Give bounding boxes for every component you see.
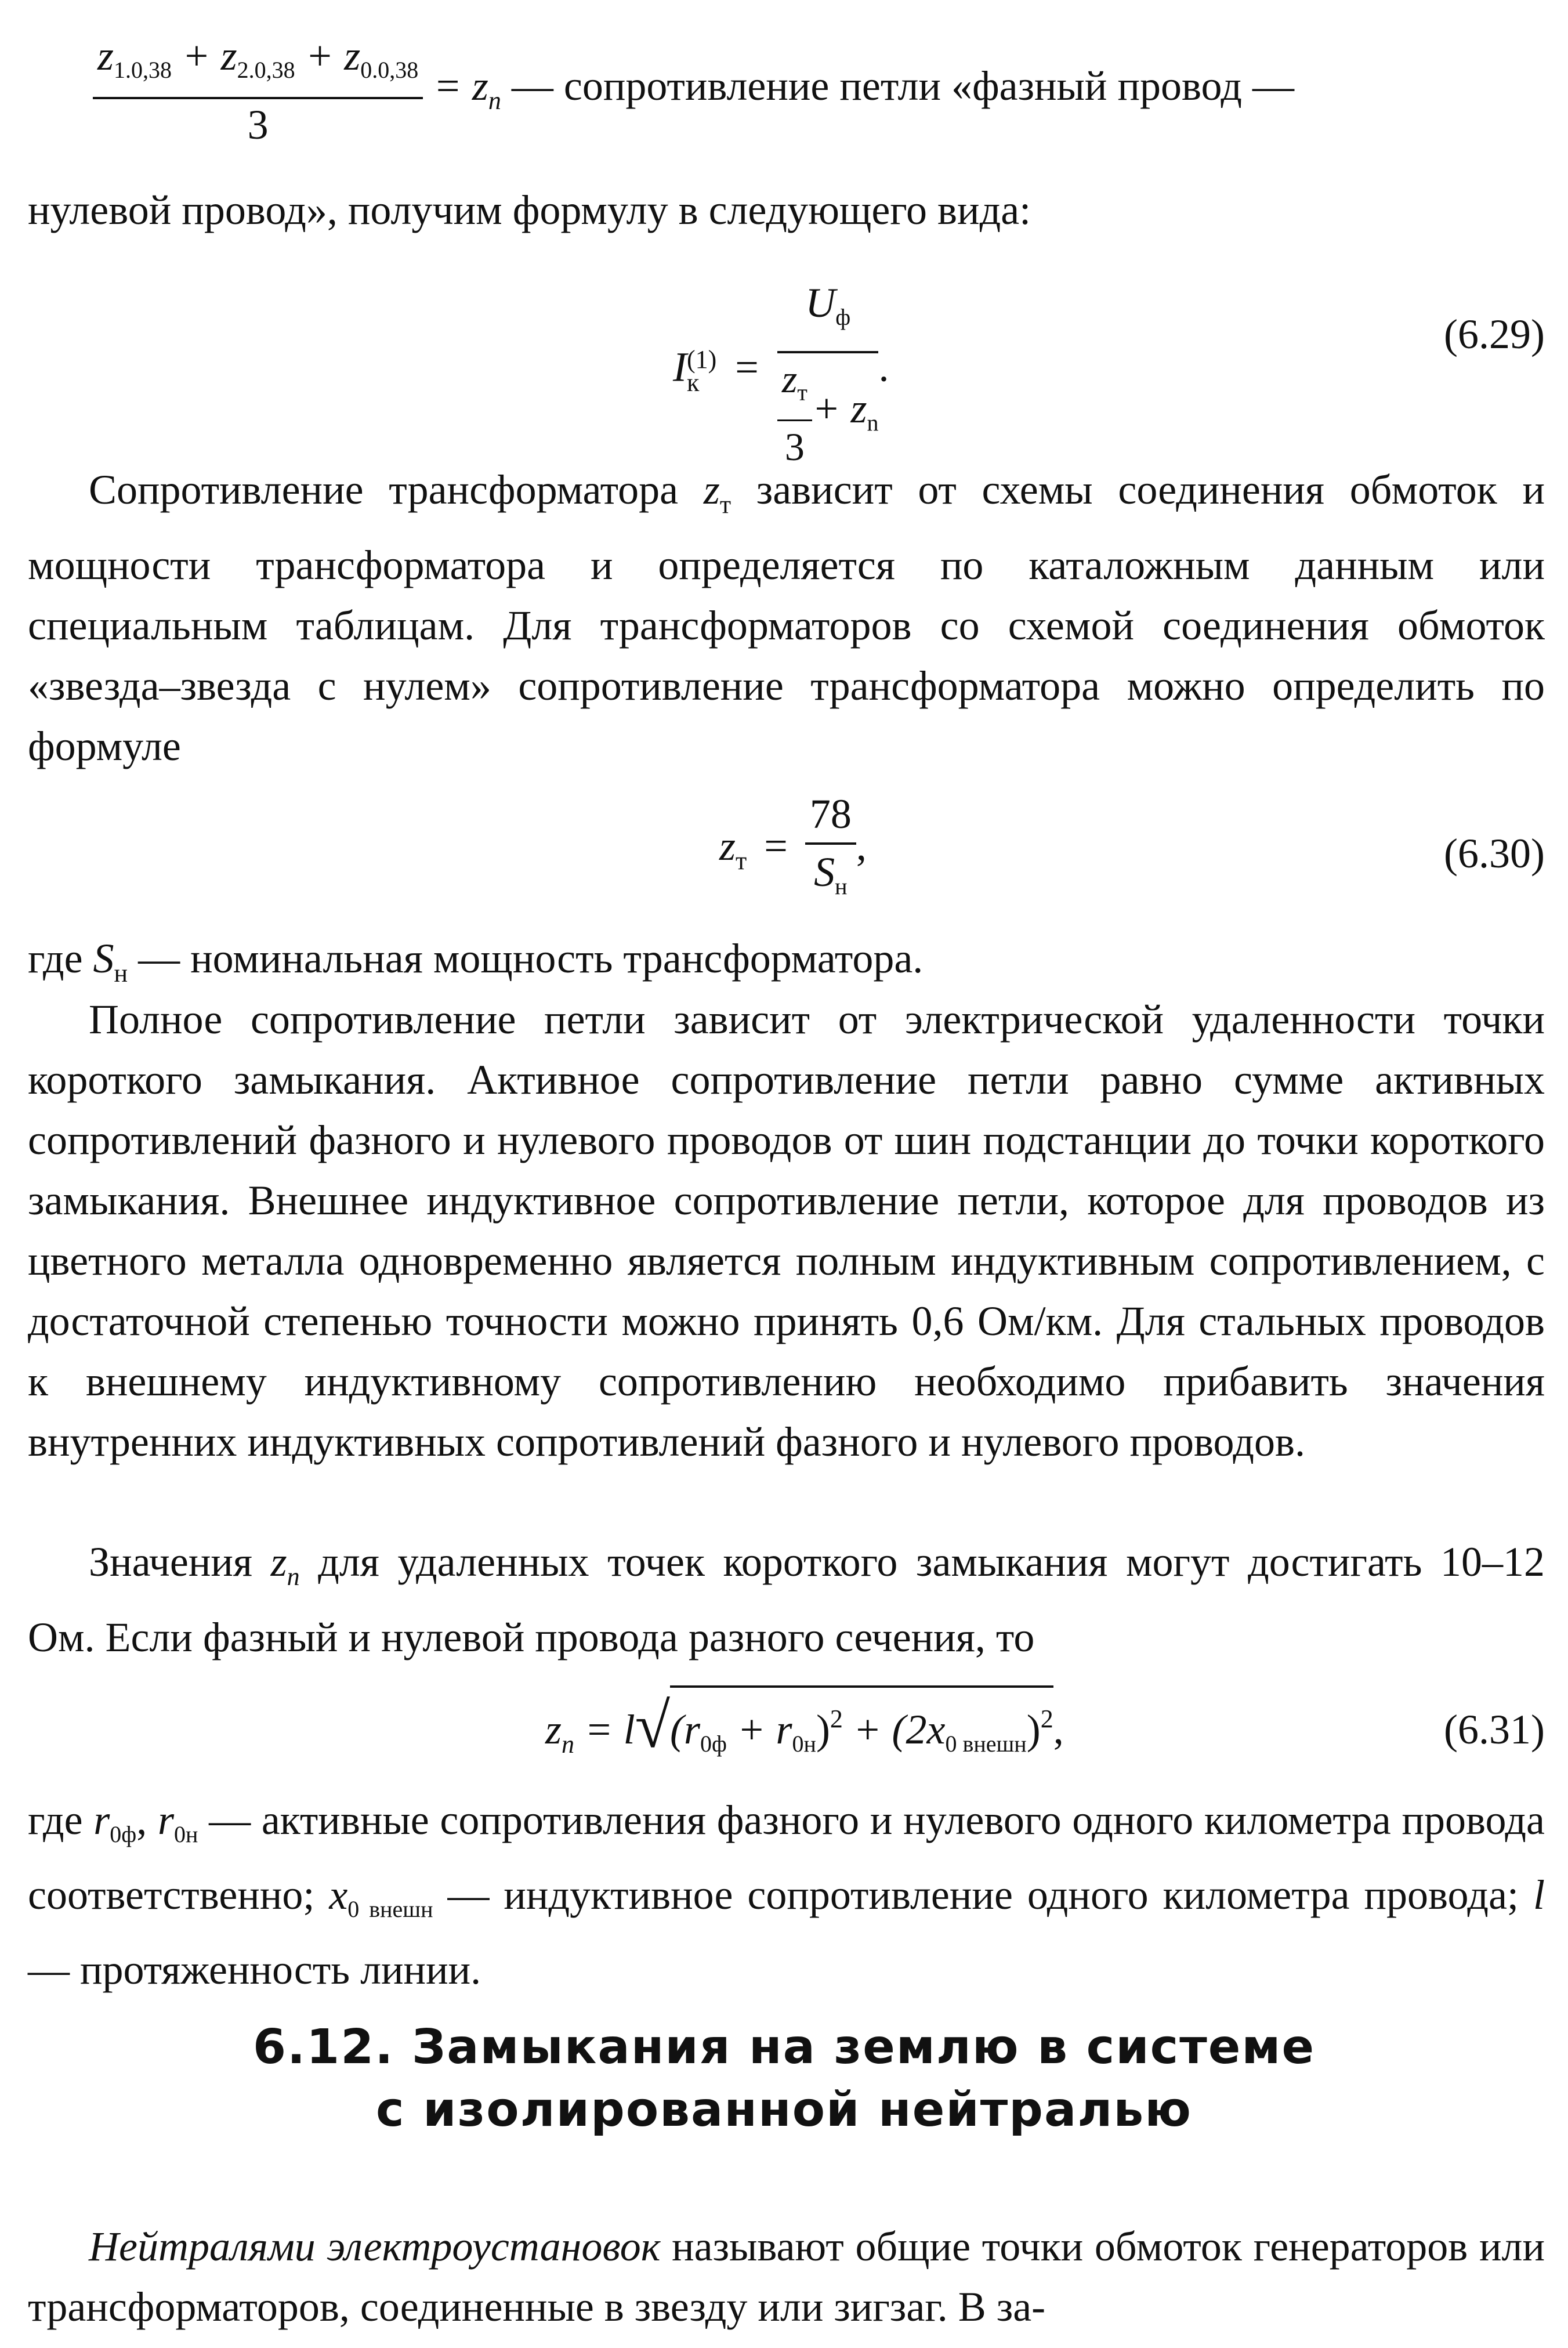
num-z2-sub: 2.0,38 <box>237 57 295 83</box>
p1-b: зависит от схемы соединения обмоток и мощности трансформатора и определяется по каталожным данным или специальным таблицам. Для трансформаторов со схемой соединения обмоток «звезда–звезда с нулем» сопротивление трансформатора можно определить по формуле <box>28 466 1545 769</box>
eq630-lhs: z <box>719 823 736 870</box>
p4-italic: Нейтралями электроустановок <box>89 2223 661 2270</box>
w1-ssub: н <box>114 959 128 987</box>
equation-6-29: I (1) к = Uф $\frac{z_т}{3}$ + zn . <box>673 273 889 470</box>
intro-line2 <box>28 180 1545 240</box>
equation-6-31 <box>545 1685 1064 1775</box>
eq629-den-n: n <box>867 410 879 436</box>
w1-s: S <box>93 935 114 982</box>
w2-x: x <box>329 1872 348 1918</box>
loop-line1-text: — сопротивление петли «фазный провод — <box>501 63 1295 110</box>
section-heading-line2: с изолированной нейтралью <box>376 2082 1192 2137</box>
w2-xsub: 0 внешн <box>347 1896 433 1922</box>
num-z1-sub: 1.0,38 <box>114 57 172 83</box>
eq631-eq: = l <box>574 1706 635 1753</box>
eq629-denominator <box>777 353 879 470</box>
eq630-den-s: S <box>814 849 835 895</box>
section-heading-line1: 6.12. Замыкания на землю в системе <box>252 2020 1316 2075</box>
section-heading <box>0 2016 1568 2141</box>
eq631-plus: + r <box>726 1706 792 1753</box>
p1-zsub: т <box>719 490 732 519</box>
paragraph-neutrals <box>28 2216 1545 2337</box>
where-r <box>28 1790 1545 2000</box>
paragraph-neutrals-text <box>28 2216 1545 2337</box>
eq629-number: (6.29) <box>1444 311 1545 357</box>
w2-r1sub: 0ф <box>110 1821 137 1847</box>
w1-a: где <box>28 935 93 982</box>
eq630-lhs-sub: т <box>736 846 747 875</box>
eq629-numerator <box>777 273 879 353</box>
eq631-lhs-sub: n <box>562 1730 575 1759</box>
p1-z: z <box>703 466 720 513</box>
w2-d: — индуктивное сопротивление одного километра провода; <box>433 1872 1533 1918</box>
p3-z: z <box>270 1539 287 1585</box>
eq629-lhs: I <box>673 343 687 390</box>
eq631-sq1: 2 <box>830 1705 843 1733</box>
eq631-sq2: 2 <box>1040 1705 1053 1733</box>
eq631-close2: ) <box>1026 1706 1041 1753</box>
loop-rhs-sub: n <box>488 86 501 115</box>
p3-b: для удаленных точек короткого замыкания могут достигать 10–12 Ом. Если фазный и нулевой провода разного сечения, то <box>28 1539 1545 1660</box>
eq631-radicand <box>670 1685 1053 1774</box>
eq629-den-plus-z: + z <box>812 385 867 432</box>
num-z0-sub: 0.0,38 <box>360 57 419 83</box>
num-z1: z <box>97 32 114 79</box>
p4-rest: называют общие точки обмоток генераторов или трансформаторов, соединенные в звезду или зигзаг. В за- <box>28 2223 1545 2330</box>
loop-fraction <box>93 32 423 148</box>
eq629-num-sub: ф <box>835 304 851 330</box>
w2-c: , <box>136 1797 158 1843</box>
where-r-text <box>28 1790 1545 2000</box>
eq630-number: (6.30) <box>1444 830 1545 877</box>
loop-fraction-denominator: 3 <box>247 102 269 148</box>
eq631-lhs: z <box>545 1706 562 1753</box>
eq629-lhs-sup: (1) <box>686 345 717 374</box>
paragraph-zn-text <box>28 1532 1545 1667</box>
w2-e: — протяженность линии. <box>28 1947 481 1993</box>
eq629-den-z-sub: т <box>797 379 807 406</box>
w2-l: l <box>1533 1872 1545 1918</box>
equation-6-30: $z_т$ = $\frac{78}{Sн}$ , <box>719 789 867 911</box>
num-z2: + z <box>172 32 237 79</box>
eq630-fraction <box>805 789 856 911</box>
eq629-fraction <box>777 273 879 470</box>
eq631-close1: ) <box>816 1706 830 1753</box>
sqrt-icon: √ <box>635 1690 670 1761</box>
eq630-den <box>805 845 856 911</box>
p3-zsub: n <box>287 1562 300 1591</box>
w2-r1: r <box>93 1797 110 1843</box>
eq630-num: 78 <box>805 789 856 845</box>
eq631-number: (6.31) <box>1444 1706 1545 1753</box>
eq629-inner-fraction <box>777 356 812 470</box>
paragraph-loop-text: Полное сопротивление петли зависит от электрической удаленности точки короткого замыкания. Активное сопротивление петли равно сумме активных сопротивлений фазного и нулевого проводов от шин подстанции до точки короткого замыкания. Внешнее индуктивное сопротивление петли, которое для проводов из цветного металла одновременно является полным индуктивным сопротивлением, с достаточной степенью точности можно принять 0,6 Ом/км. Для стальных проводов к внешнему индуктивному сопротивлению необходимо прибавить значения внутренних индуктивных сопротивлений фазного и нулевого проводов. <box>28 996 1545 1465</box>
eq631-r1sub: 0ф <box>700 1731 727 1757</box>
eq631-open: (r <box>670 1706 700 1753</box>
eq629-inner-den: 3 <box>784 425 805 469</box>
eq629-den-z: z <box>781 357 798 401</box>
eq631-r2sub: 0н <box>792 1731 816 1757</box>
w2-r2sub: 0н <box>173 1821 198 1847</box>
p1-a: Сопротивление трансформатора <box>89 466 704 513</box>
w2-a: где <box>28 1797 94 1843</box>
paragraph-loop <box>28 989 1545 1472</box>
loop-resistance-formula <box>93 32 1294 148</box>
eq629-inner-num <box>777 356 812 421</box>
paragraph-transformer-text <box>28 460 1545 776</box>
eq631-mid: + (2x <box>842 1706 946 1753</box>
intro-line2-text: нулевой провод», получим формулу в следующего вида: <box>28 187 1031 233</box>
eq630-den-sub: н <box>835 873 848 899</box>
loop-fraction-numerator <box>93 32 423 99</box>
p3-a: Значения <box>89 1539 271 1585</box>
w1-b: — номинальная мощность трансформатора. <box>128 935 924 982</box>
eq629-num: U <box>805 280 836 326</box>
loop-rhs: = z <box>433 63 488 110</box>
eq631-xsub: 0 внешн <box>945 1731 1027 1757</box>
paragraph-transformer <box>28 460 1545 776</box>
eq629-lhs-sub: к <box>686 368 700 397</box>
num-z0: + z <box>295 32 361 79</box>
eq631-comma: , <box>1053 1706 1064 1753</box>
w2-b: — активные сопротивления фазного и нулевого одного километра провода соответственно; <box>28 1797 1545 1918</box>
w2-r2: r <box>157 1797 174 1843</box>
paragraph-zn <box>28 1532 1545 1667</box>
